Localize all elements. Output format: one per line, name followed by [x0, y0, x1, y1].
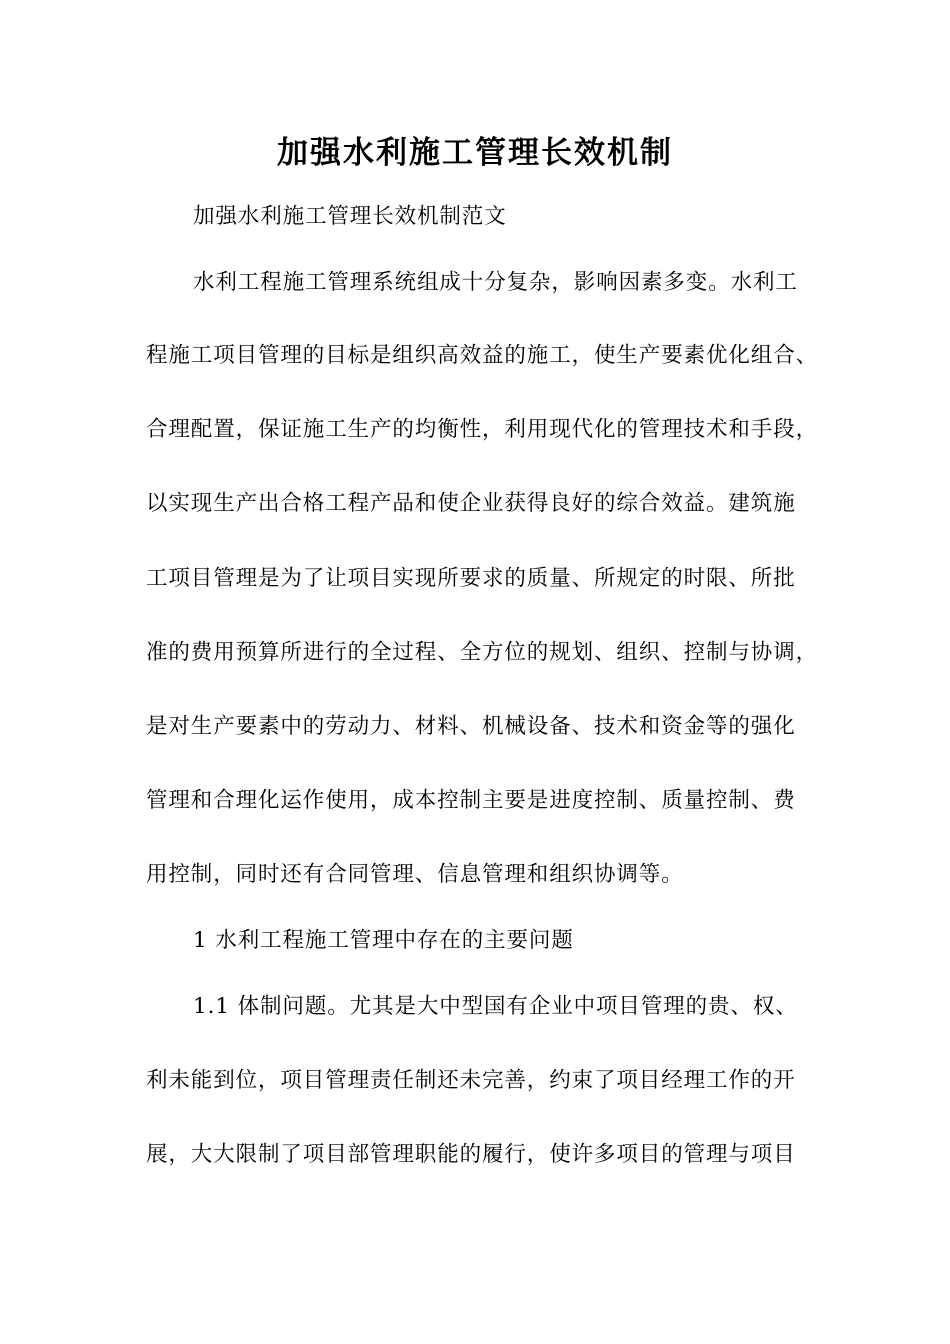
paragraph-line: 用控制，同时还有合同管理、信息管理和组织协调等。 — [146, 862, 684, 887]
paragraph-line: 工项目管理是为了让项目实现所要求的质量、所规定的时限、所批 — [146, 566, 796, 591]
paragraph-line: 1.1 体制问题。尤其是大中型国有企业中项目管理的贵、权、 — [193, 994, 798, 1019]
paragraph-line: 程施工项目管理的目标是组织高效益的施工，使生产要素优化组合、 — [146, 343, 819, 368]
paragraph-line: 水利工程施工管理系统组成十分复杂，影响因素多变。水利工 — [193, 270, 798, 295]
paragraph-line: 利未能到位，项目管理责任制还未完善，约束了项目经理工作的开 — [146, 1068, 796, 1093]
paragraph-line: 管理和合理化运作使用，成本控制主要是进度控制、质量控制、费 — [146, 788, 796, 813]
paragraph-line: 准的费用预算所进行的全过程、全方位的规划、组织、控制与协调， — [146, 640, 819, 665]
paragraph-line: 合理配置，保证施工生产的均衡性，利用现代化的管理技术和手段， — [146, 417, 819, 442]
section-heading: 1 水利工程施工管理中存在的主要问题 — [193, 928, 574, 953]
paragraph-line: 展，大大限制了项目部管理职能的履行，使许多项目的管理与项目 — [146, 1142, 796, 1167]
subtitle-line: 加强水利施工管理长效机制范文 — [193, 204, 507, 229]
paragraph-line: 以实现生产出合格工程产品和使企业获得良好的综合效益。建筑施 — [146, 491, 796, 516]
document-title: 加强水利施工管理长效机制 — [277, 135, 673, 171]
paragraph-line: 是对生产要素中的劳动力、材料、机械设备、技术和资金等的强化 — [146, 714, 796, 739]
